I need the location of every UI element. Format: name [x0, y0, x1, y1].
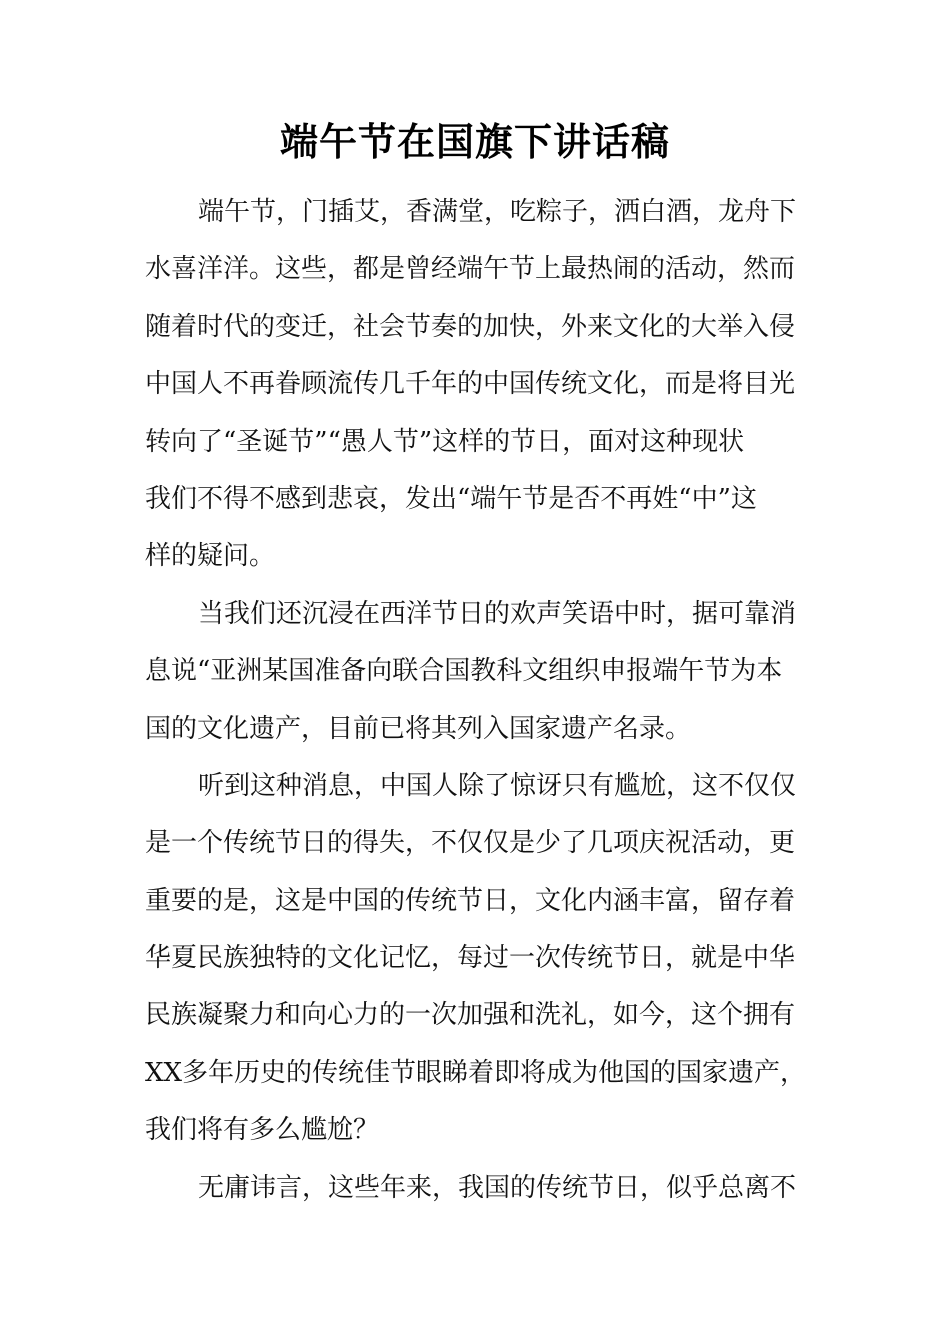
text-line: 听到这种消息，中国人除了惊讶只有尴尬，这不仅仅: [198, 770, 797, 801]
document-title: 端午节在国旗下讲话稿: [279, 119, 670, 164]
text-line: 息说“亚洲某国准备向联合国教科文组织申报端午节为本: [145, 656, 783, 687]
text-line: 端午节，门插艾，香满堂，吃粽子，洒白酒，龙舟下: [198, 197, 797, 227]
text-line: 水喜洋洋。这些，都是曾经端午节上最热闹的活动，然而: [145, 254, 796, 285]
text-line: 当我们还沉浸在西洋节日的欢声笑语中时，据可靠消: [198, 598, 797, 629]
paragraph-4: [145, 1160, 805, 1217]
paragraph-1: [145, 184, 805, 586]
text-line: 中国人不再眷顾流传几千年的中国传统文化，而是将目光: [145, 369, 796, 400]
text-line: 样的疑问。: [145, 541, 276, 572]
text-line: 是一个传统节日的得失，不仅仅是少了几项庆祝活动，更: [145, 828, 796, 859]
paragraph-3: [145, 758, 805, 1160]
document-body: [145, 184, 805, 1217]
paragraph-2: [145, 586, 805, 758]
text-line: 重要的是，这是中国的传统节日，文化内涵丰富，留存着: [145, 885, 796, 916]
text-line: 转向了“圣诞节”“愚人节”这样的节日，面对这种现状: [145, 426, 745, 457]
text-line: 国的文化遗产，目前已将其列入国家遗产名录。: [145, 713, 692, 744]
text-line: 我们不得不感到悲哀，发出“端午节是否不再姓“中”这: [145, 483, 757, 514]
text-line: 无庸讳言，这些年来，我国的传统节日，似乎总离不: [198, 1172, 797, 1203]
text-line: 我们将有多么尴尬？: [145, 1115, 380, 1146]
text-line: XX多年历史的传统佳节眼睇着即将成为他国的国家遗产，: [145, 1057, 807, 1088]
text-line: 华夏民族独特的文化记忆，每过一次传统节日，就是中华: [145, 943, 796, 974]
text-line: 民族凝聚力和向心力的一次加强和洗礼，如今，这个拥有: [145, 1000, 796, 1031]
text-line: 随着时代的变迁，社会节奏的加快，外来文化的大举入侵: [145, 311, 796, 342]
